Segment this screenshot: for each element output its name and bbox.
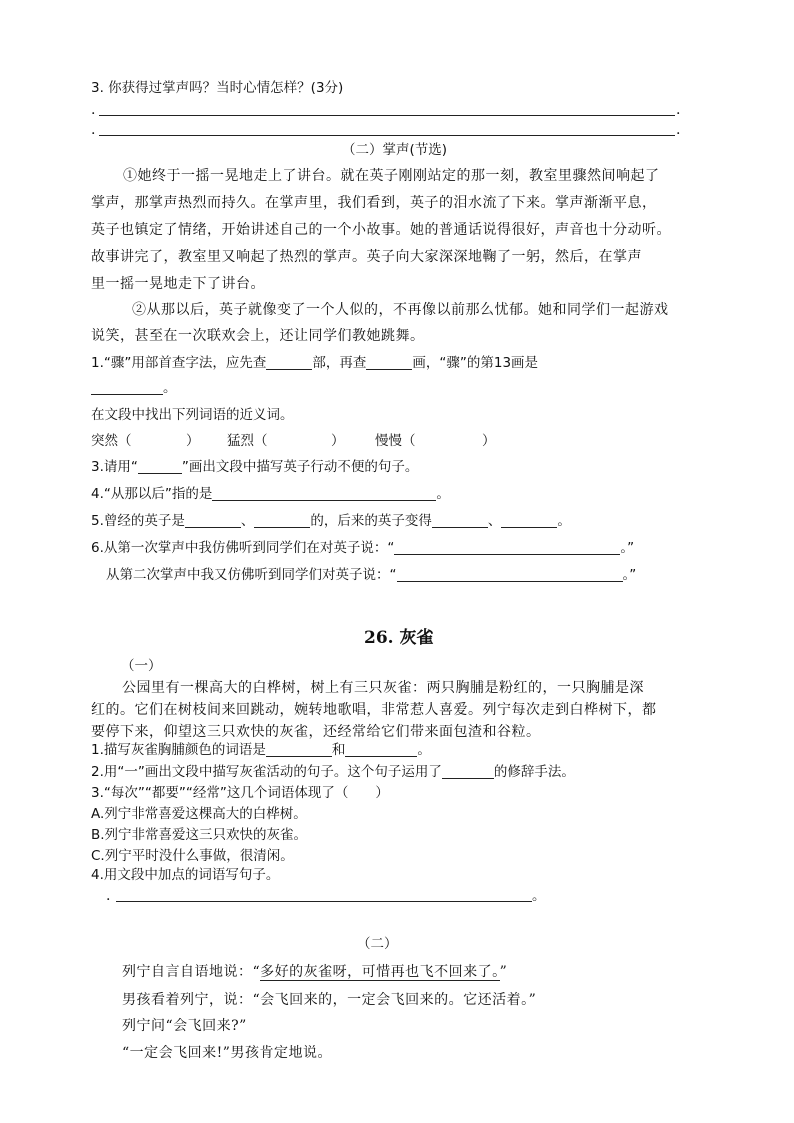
- passage-line: 掌声，那掌声热烈而持久。在掌声里，我们看到，英子的泪水流了下来。掌声渐渐平息，: [91, 195, 657, 211]
- blank-former-1[interactable]: [185, 513, 241, 528]
- blank-later-2[interactable]: [501, 513, 557, 528]
- grey-sparrow-question-4: 4.用文段中加点的词语写句子。: [91, 867, 280, 883]
- question-4: 4.“从那以后”指的是 。: [91, 486, 450, 502]
- dialog-line-1: 列宁自言自语地说：“多好的灰雀呀，可惜再也飞不回来了。”: [122, 964, 508, 980]
- grey-sparrow-question-3: 3.“每次”“都要”“经常”这几个词语体现了（ ）: [91, 785, 389, 801]
- answer-line-period: .: [676, 122, 681, 138]
- grey-sparrow-question-2: 2.用“一”画出文段中描写灰雀活动的句子。这个句子运用了 的修辞手法。: [91, 764, 575, 780]
- sentence-answer-line[interactable]: [116, 901, 532, 902]
- dialog-line-2: 男孩看着列宁，说：“会飞回来的，一定会飞回来的。它还活着。”: [122, 992, 537, 1008]
- dialog-line-3: 列宁问“会飞回来?”: [122, 1018, 247, 1034]
- blank-second-applause[interactable]: [397, 567, 623, 582]
- synonym-close-paren: ）: [482, 433, 496, 449]
- blank-since-then[interactable]: [212, 486, 436, 501]
- underlined-quote: 多好的灰雀呀，可惜再也飞不回来了。: [260, 964, 500, 980]
- answer-line-dot: .: [106, 888, 111, 904]
- blank-color-1[interactable]: [266, 742, 332, 757]
- blank-color-2[interactable]: [345, 742, 417, 757]
- synonym-close-paren: ）: [331, 433, 345, 449]
- answer-line-1[interactable]: [99, 115, 675, 116]
- blank-first-applause[interactable]: [394, 540, 620, 555]
- blank-rhetoric[interactable]: [442, 764, 494, 779]
- grey-sparrow-question-1: 1.描写灰雀胸脯颜色的词语是 和 。: [91, 742, 431, 758]
- question-3-underline: 3.请用“ ”画出文段中描写英子行动不便的句子。: [91, 459, 419, 475]
- answer-line-2[interactable]: [99, 135, 675, 136]
- passage-line: 要停下来，仰望这三只欢快的灰雀，还经常给它们带来面包渣和谷粒。: [91, 724, 541, 740]
- option-b[interactable]: B.列宁非常喜爱这三只欢快的灰雀。: [91, 827, 308, 843]
- underline-sample: [138, 459, 182, 474]
- lesson-26-title: 26. 灰雀: [364, 628, 434, 648]
- part-2-heading: （二）: [357, 936, 398, 952]
- blank-later-1[interactable]: [432, 513, 488, 528]
- synonym-word-1: 突然（: [91, 433, 132, 449]
- question-1: 1.“骤”用部首查字法，应先查 部，再查 画，“骤”的第13画是: [91, 355, 539, 371]
- answer-line-dot: .: [91, 122, 96, 138]
- question-6-line-2: 从第二次掌声中我又仿佛听到同学们对英子说：“ 。”: [106, 567, 637, 583]
- passage-line: 里一摇一晃地走下了讲台。: [91, 276, 265, 292]
- part-2-heading: （二）掌声(节选): [342, 142, 448, 158]
- blank-13th-stroke[interactable]: [91, 380, 163, 395]
- synonym-word-3: 慢慢（: [375, 433, 416, 449]
- question-2-intro: 在文段中找出下列词语的近义词。: [91, 407, 294, 423]
- question-5: 5.曾经的英子是 、 的，后来的英子变得 、 。: [91, 513, 571, 529]
- question-1-line-2: 。: [91, 379, 177, 397]
- question-6-line-1: 6.从第一次掌声中我仿佛听到同学们在对英子说：“ 。”: [91, 540, 635, 556]
- passage-line: 英子也镇定了情绪，开始讲述自己的一个小故事。她的普通话说得很好，声音也十分动听。: [91, 222, 671, 238]
- option-c[interactable]: C.列宁平时没什么事做，很清闲。: [91, 848, 294, 864]
- blank-radical[interactable]: [266, 355, 312, 370]
- answer-line-dot: .: [91, 102, 96, 118]
- option-a[interactable]: A.列宁非常喜爱这棵高大的白桦树。: [91, 806, 307, 822]
- passage-line: 故事讲完了，教室里又响起了热烈的掌声。英子向大家深深地鞠了一躬，然后，在掌声: [91, 249, 642, 265]
- passage-line: 红的。它们在树枝间来回跳动，婉转地歌唱，非常惹人喜爱。列宁每次走到白桦树下，都: [91, 702, 657, 718]
- part-1-heading: （一）: [121, 658, 162, 674]
- synonym-close-paren: ）: [186, 433, 200, 449]
- dialog-line-4: “一定会飞回来!”男孩肯定地说。: [122, 1045, 332, 1061]
- passage-line: ②从那以后，英子就像变了一个人似的，不再像以前那么忧郁。她和同学们一起游戏: [132, 302, 669, 318]
- blank-former-2[interactable]: [254, 513, 310, 528]
- blank-stroke-count[interactable]: [366, 355, 412, 370]
- passage-line: ①她终于一摇一晃地走上了讲台。就在英子刚刚站定的那一刻，教室里骤然间响起了: [123, 168, 660, 184]
- passage-line: 公园里有一棵高大的白桦树，树上有三只灰雀：两只胸脯是粉红的，一只胸脯是深: [122, 680, 644, 696]
- passage-line: 说笑，甚至在一次联欢会上，还让同学们教她跳舞。: [91, 328, 425, 344]
- answer-line-period: 。: [532, 888, 546, 904]
- synonym-word-2: 猛烈（: [227, 433, 268, 449]
- answer-line-period: .: [676, 102, 681, 118]
- question-3-how-did-you-feel: 3. 你获得过掌声吗？当时心情怎样？(3分): [91, 80, 344, 96]
